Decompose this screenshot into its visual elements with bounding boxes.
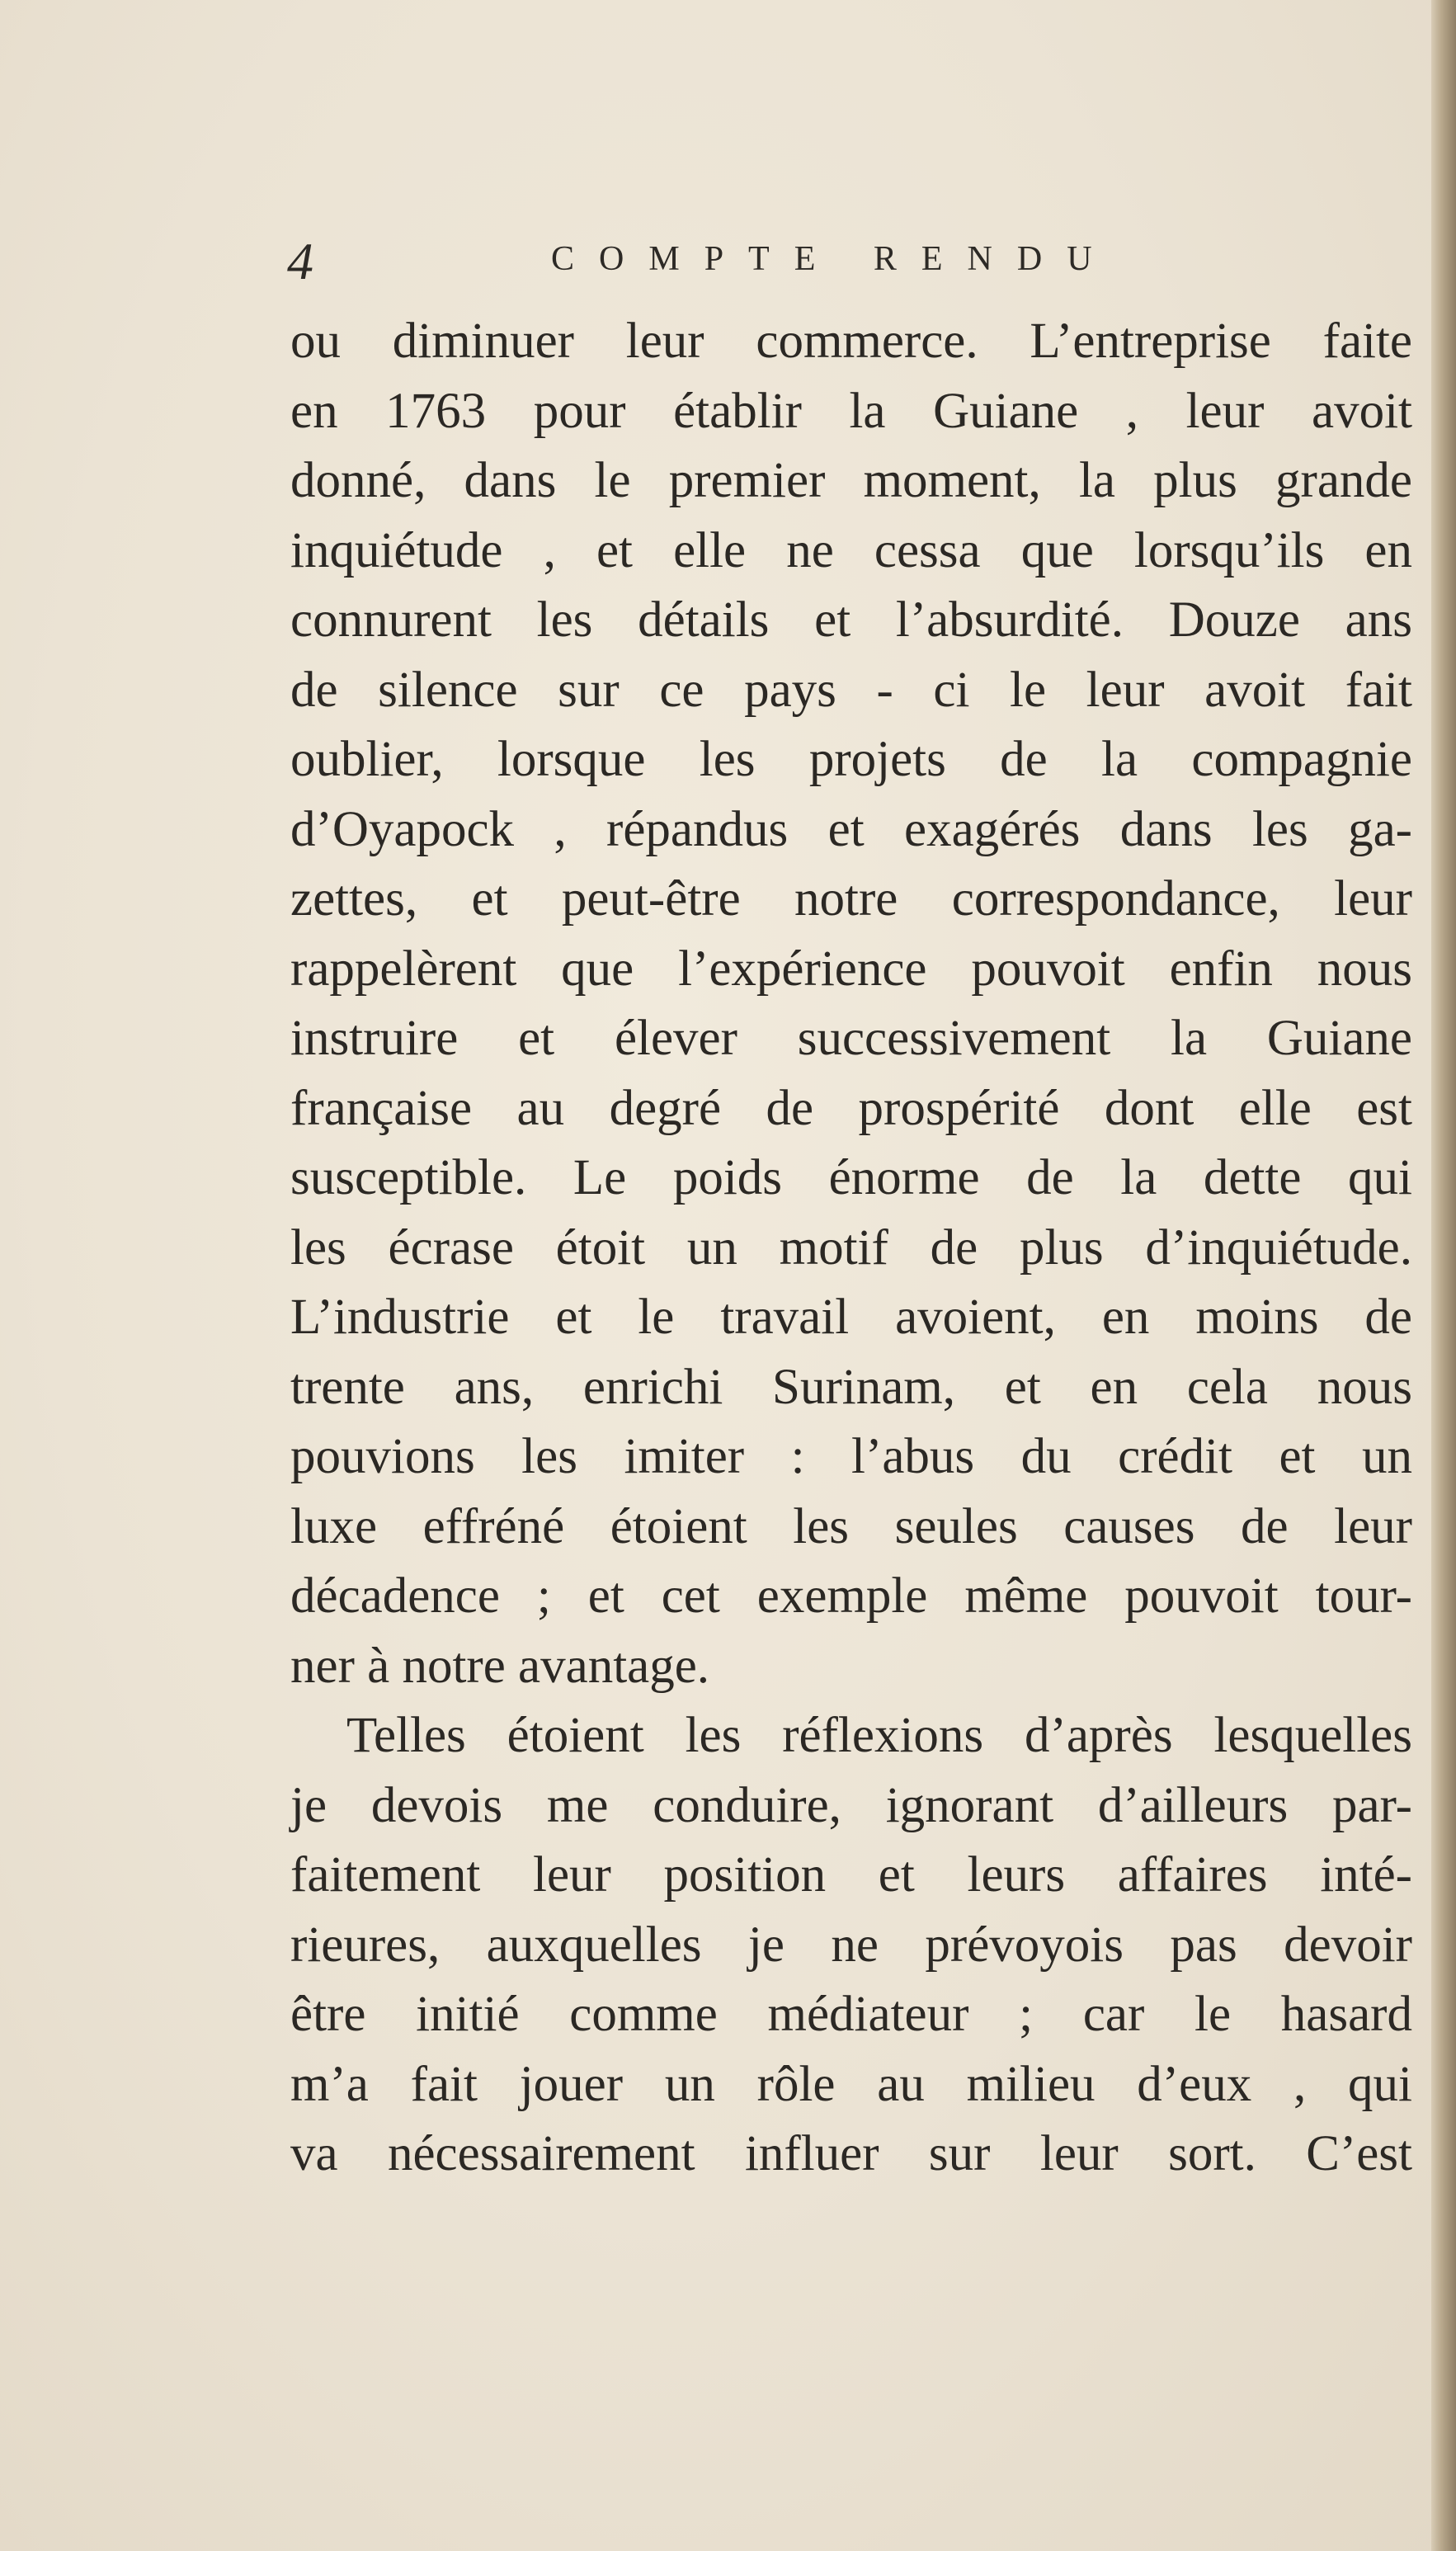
text-line: donné, dans le premier moment, la plus grande bbox=[290, 453, 1412, 508]
page-number: 4 bbox=[287, 232, 313, 290]
text-line: va nécessairement influer sur leur sort. C’est bbox=[290, 2126, 1412, 2181]
text-line: rieures, auxquelles je ne prévoyois pas devoir bbox=[290, 1917, 1412, 1973]
text-line: rappelèrent que l’expérience pouvoit enfin nous bbox=[290, 941, 1412, 997]
body-text bbox=[290, 307, 1412, 2190]
text-line: m’a fait jouer un rôle au milieu d’eux , qui bbox=[290, 2056, 1412, 2112]
text-line: Telles étoient les réflexions d’après lesquelles bbox=[346, 1708, 1412, 1763]
text-line: décadence ; et cet exemple même pouvoit tour- bbox=[290, 1568, 1412, 1624]
text-line: les écrase étoit un motif de plus d’inquiétude. bbox=[290, 1219, 1412, 1276]
text-line: trente ans, enrichi Surinam, et en cela nous bbox=[290, 1359, 1412, 1415]
text-line: oublier, lorsque les projets de la compagnie bbox=[290, 732, 1412, 787]
running-head: COMPTE RENDU bbox=[551, 240, 1117, 278]
text-line: susceptible. Le poids énorme de la dette qui bbox=[290, 1150, 1412, 1205]
text-line: française au degré de prospérité dont elle est bbox=[290, 1080, 1412, 1136]
text-line: en 1763 pour établir la Guiane , leur avoit bbox=[290, 383, 1412, 439]
text-line: connurent les détails et l’absurdité. Douze ans bbox=[290, 592, 1412, 648]
text-line: zettes, et peut-être notre correspondance, leur bbox=[290, 871, 1412, 927]
page-header bbox=[287, 224, 1194, 307]
text-line: je devois me conduire, ignorant d’ailleurs par- bbox=[290, 1777, 1412, 1833]
text-line: pouvions les imiter : l’abus du crédit et un bbox=[290, 1429, 1412, 1484]
book-spine-edge bbox=[1431, 0, 1456, 2551]
text-line: ner à notre avantage. bbox=[290, 1638, 710, 1694]
text-line: instruire et élever successivement la Guiane bbox=[290, 1011, 1412, 1066]
text-line: ou diminuer leur commerce. L’entreprise faite bbox=[290, 314, 1412, 369]
text-line: L’industrie et le travail avoient, en moins de bbox=[290, 1290, 1412, 1345]
text-line: luxe effréné étoient les seules causes de leur bbox=[290, 1498, 1412, 1554]
text-line: d’Oyapock , répandus et exagérés dans les ga- bbox=[290, 801, 1412, 857]
text-line: inquiétude , et elle ne cessa que lorsqu’ils en bbox=[290, 522, 1412, 578]
text-line: faitement leur position et leurs affaires inté- bbox=[290, 1847, 1412, 1903]
text-line: être initié comme médiateur ; car le hasard bbox=[290, 1987, 1412, 2042]
text-line: de silence sur ce pays - ci le leur avoit fait bbox=[290, 662, 1412, 718]
